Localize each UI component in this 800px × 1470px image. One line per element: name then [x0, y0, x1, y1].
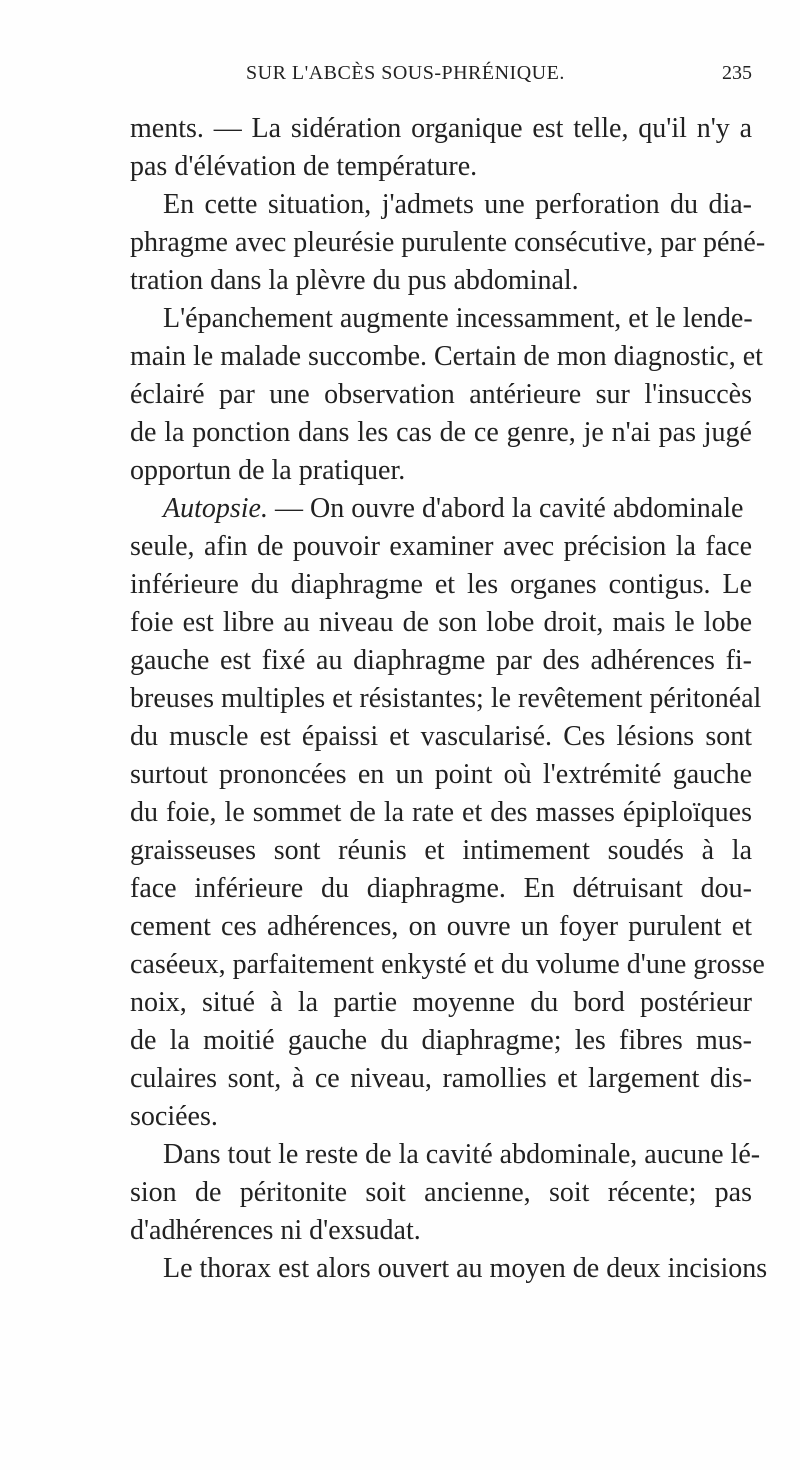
text-line: face inférieure du diaphragme. En détruisant dou-	[130, 873, 752, 904]
page-number: 235	[722, 62, 752, 84]
text-line: Le thorax est alors ouvert au moyen de deux incisions	[163, 1253, 768, 1284]
text-line: d'adhérences ni d'exsudat.	[130, 1215, 421, 1246]
running-header	[130, 62, 790, 90]
text-line: ments. — La sidération organique est telle, qu'il n'y a	[130, 113, 752, 144]
text-line: sociées.	[130, 1101, 218, 1132]
text-line: de la moitié gauche du diaphragme; les fibres mus-	[130, 1025, 752, 1056]
text-line: graisseuses sont réunis et intimement soudés à la	[130, 835, 752, 866]
text-line: En cette situation, j'admets une perforation du dia-	[163, 189, 752, 220]
text-line: tration dans la plèvre du pus abdominal.	[130, 265, 579, 296]
text-line: foie est libre au niveau de son lobe droit, mais le lobe	[130, 607, 752, 638]
text-line: éclairé par une observation antérieure sur l'insuccès	[130, 379, 752, 410]
text-line: cement ces adhérences, on ouvre un foyer purulent et	[130, 911, 752, 942]
text-line-autopsie	[163, 490, 752, 528]
text-line: L'épanchement augmente incessamment, et le lende-	[163, 303, 753, 334]
text-line: Dans tout le reste de la cavité abdominale, aucune lé-	[163, 1139, 761, 1170]
autopsie-label: Autopsie.	[163, 493, 268, 524]
text-line: phragme avec pleurésie purulente consécutive, par péné-	[130, 227, 766, 258]
text-line: breuses multiples et résistantes; le revêtement péritonéal	[130, 683, 762, 714]
text-line: noix, situé à la partie moyenne du bord postérieur	[130, 987, 752, 1018]
text-line: pas d'élévation de température.	[130, 151, 478, 182]
text-line: du muscle est épaissi et vascularisé. Ces lésions sont	[130, 721, 752, 752]
text-line: surtout prononcées en un point où l'extrémité gauche	[130, 759, 752, 790]
autopsie-text: — On ouvre d'abord la cavité abdominale	[275, 493, 744, 524]
text-line: culaires sont, à ce niveau, ramollies et largement dis-	[130, 1063, 752, 1094]
text-line: opportun de la pratiquer.	[130, 455, 406, 486]
text-line: du foie, le sommet de la rate et des masses épiploïques	[130, 797, 752, 828]
text-line: inférieure du diaphragme et les organes contigus. Le	[130, 569, 752, 600]
text-line: main le malade succombe. Certain de mon diagnostic, et	[130, 341, 763, 372]
text-line: gauche est fixé au diaphragme par des adhérences fi-	[130, 645, 752, 676]
running-title: SUR L'ABCÈS SOUS-PHRÉNIQUE.	[246, 62, 565, 84]
text-line: seule, afin de pouvoir examiner avec précision la face	[130, 531, 752, 562]
text-line: sion de péritonite soit ancienne, soit récente; pas	[130, 1177, 752, 1208]
text-line: caséeux, parfaitement enkysté et du volume d'une grosse	[130, 949, 765, 980]
text-line: de la ponction dans les cas de ce genre, je n'ai pas jugé	[130, 417, 752, 448]
